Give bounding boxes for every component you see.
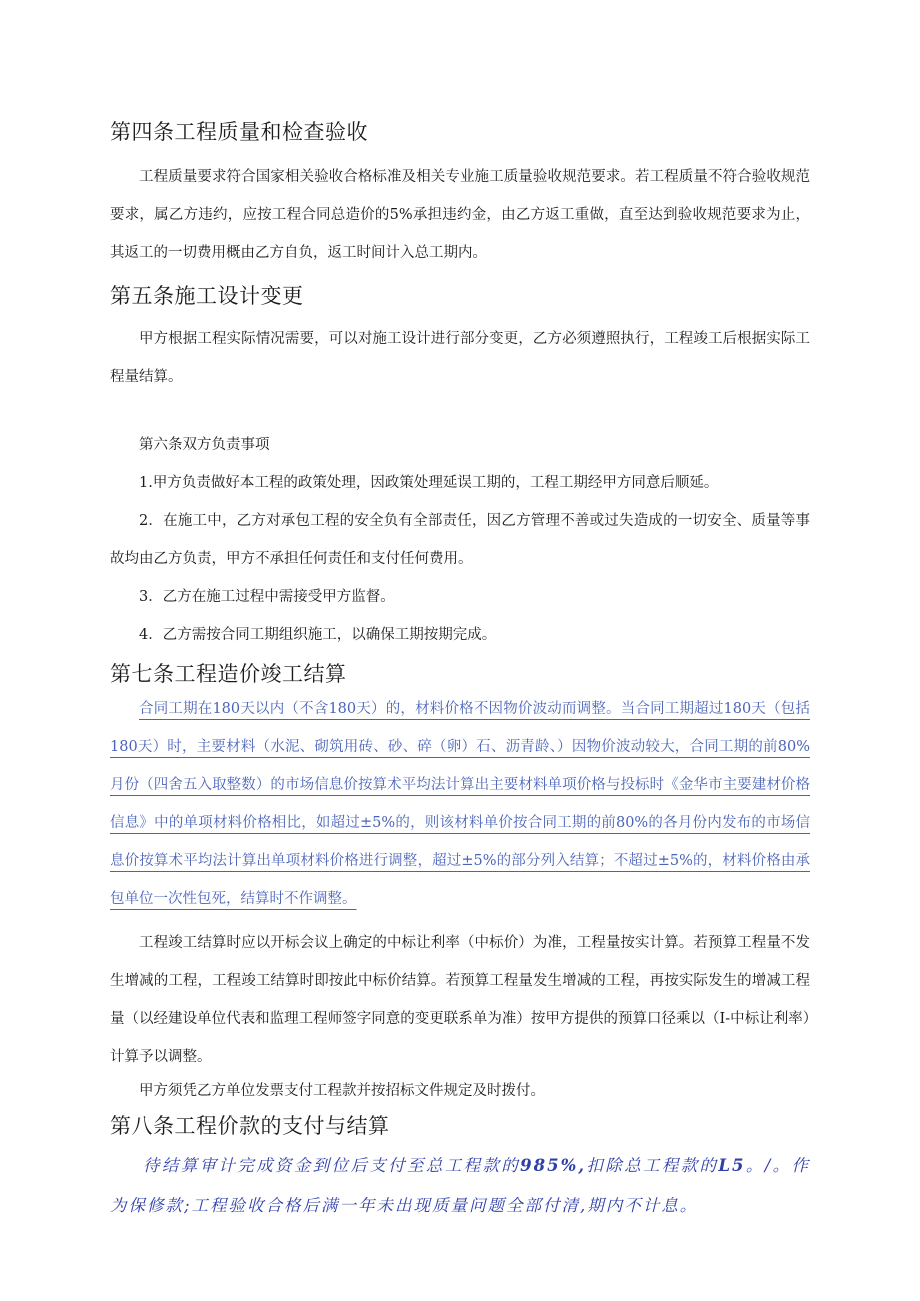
section-8-text-c: 扣除总工程款的	[586, 1156, 719, 1175]
section-6-item-4: 4．乙方需按合同工期组织施工，以确保工期按期完成。	[139, 627, 497, 643]
section-8-retention: L5	[718, 1156, 746, 1175]
section-6-item-3: 3．乙方在施工过程中需接受甲方监督。	[139, 589, 395, 605]
section-6-item-2: 2．在施工中，乙方对承包工程的安全负有全部责任，因乙方管理不善或过失造成的一切安全、质量等事故均由乙方负责，甲方不承担任何责任和支付任何费用。	[110, 513, 810, 567]
section-8-heading: 第八条工程价款的支付与结算	[110, 1114, 390, 1138]
section-5-paragraph: 甲方根据工程实际情况需要，可以对施工设计进行部分变更，乙方必须遵照执行，工程竣工后根据实际工程量结算。	[110, 331, 810, 385]
section-8-text-a: 待结算审计完成资金到位后支付至总工程款的	[143, 1156, 521, 1175]
section-8-paragraph	[110, 1146, 810, 1226]
section-7-settlement-paragraph: 工程竣工结算时应以开标会议上确定的中标让利率（中标价）为准，工程量按实计算。若预算工程量不发生增减的工程，工程竣工结算时即按此中标价结算。若预算工程量发生增减的工程，再按实际发生的增减工程量（以经建设单位代表和监理工程师签字同意的变更联系单为准）按甲方提供的预算口径乘以（I-中标让利率）计算予以调整。	[110, 935, 810, 1065]
section-8-percent: 985%,	[520, 1156, 587, 1175]
section-4-paragraph: 工程质量要求符合国家相关验收合格标准及相关专业施工质量验收规范要求。若工程质量不符合验收规范要求，属乙方违约，应按工程合同总造价的5%承担违约金，由乙方返工重做，直至达到验收规范要求为止，其返工的一切费用概由乙方自负，返工时间计入总工期内。	[110, 169, 810, 261]
section-7-payment-paragraph: 甲方须凭乙方单位发票支付工程款并按招标文件规定及时拨付。	[139, 1083, 545, 1099]
section-5-heading: 第五条施工设计变更	[110, 284, 304, 308]
section-6-heading: 第六条双方负责事项	[139, 437, 270, 453]
document-page	[110, 116, 810, 1226]
section-7-heading: 第七条工程造价竣工结算	[110, 662, 347, 686]
section-4-heading: 第四条工程质量和检查验收	[110, 120, 368, 144]
section-8-text-e: 。/。作为保修款;工程验收合格后满一年未出现质量问题全部付清,期内不计息。	[110, 1156, 811, 1215]
section-7-price-adjustment-paragraph: 合同工期在180天以内（不含180天）的，材料价格不因物价波动而调整。当合同工期超过180天（包括180天）时，主要材料（水泥、砌筑用砖、砂、碎（卵）石、沥青龄、）因物价波动较大，合同工期的前80%月份（四舍五入取整数）的市场信息价按算术平均法计算出主要材料单项价格与投标时《金华市主要建材价格信息》中的单项材料价格相比，如超过±5%的，则该材料单价按合同工期的前80%的各月份内发布的市场信息价按算术平均法计算出单项材料价格进行调整，超过±5%的部分列入结算；不超过±5%的，材料价格由承包单位一次性包死，结算时不作调整。	[110, 701, 810, 907]
section-6-item-1: 1.甲方负责做好本工程的政策处理，因政策处理延误工期的，工程工期经甲方同意后顺延。	[139, 475, 719, 491]
